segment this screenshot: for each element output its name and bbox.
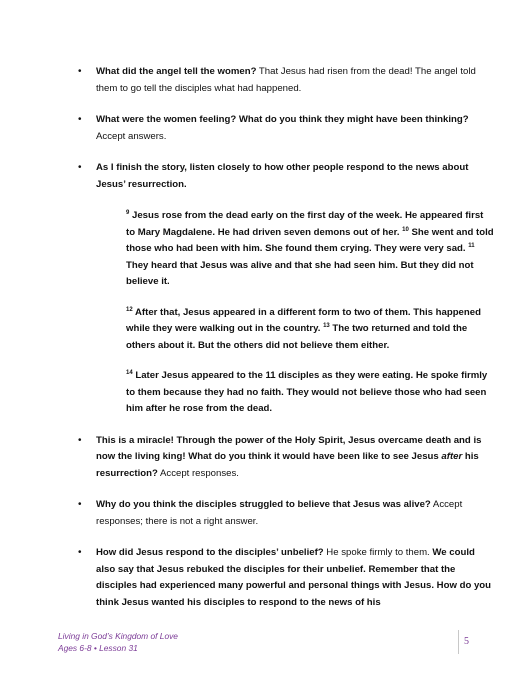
verse-text: Later Jesus appeared to the 11 disciples as they were eating. He spoke firmly to them because they had no faith. They would not believe those who had seen him after he rose from the dead. bbox=[126, 370, 488, 414]
answer-text: He spoke firmly to them. bbox=[323, 547, 433, 558]
verse-text: Jesus rose from the dead early on the first day of the week. He appeared first to Mary Magdalene. He had driven seven demons out of her. bbox=[126, 210, 484, 238]
question-text: As I finish the story, listen closely to how other people respond to the news about Jesus’ resurrection. bbox=[96, 162, 469, 190]
answer-text: That Jesus had risen from the dead! The angel told them to go tell the disciples what had happened. bbox=[96, 66, 476, 94]
verse-number: 11 bbox=[468, 242, 475, 249]
question-text: What did the angel tell the women? bbox=[96, 66, 257, 77]
verse-number: 13 bbox=[323, 322, 330, 329]
scripture-passage bbox=[126, 208, 494, 418]
question-text: What were the women feeling? What do you think they might have been thinking? bbox=[96, 114, 469, 125]
page-number: 5 bbox=[464, 636, 469, 647]
verse-paragraph bbox=[126, 368, 494, 418]
answer-text: Accept responses. bbox=[157, 467, 239, 479]
bullet-item bbox=[78, 545, 494, 611]
question-emphasis: after bbox=[441, 451, 463, 462]
verse-paragraph bbox=[126, 305, 494, 355]
bullet-item bbox=[78, 497, 494, 530]
bullet-item bbox=[78, 433, 494, 483]
page-content bbox=[78, 64, 494, 626]
answer-text: Accept responses; there is not a right answer. bbox=[96, 499, 463, 527]
bullet-item bbox=[78, 64, 494, 97]
curriculum-title: Living in God’s Kingdom of Love bbox=[58, 631, 178, 641]
bullet-icon: • bbox=[78, 499, 82, 510]
question-list-bottom bbox=[78, 433, 494, 612]
footer bbox=[58, 630, 178, 654]
bullet-item bbox=[78, 112, 494, 145]
bullet-item bbox=[78, 160, 494, 193]
bullet-icon: • bbox=[78, 547, 82, 558]
verse-number: 9 bbox=[126, 209, 130, 216]
lesson-info: Ages 6-8 • Lesson 31 bbox=[58, 643, 138, 653]
verse-text: They heard that Jesus was alive and that she had seen him. But they did not believe it. bbox=[126, 259, 474, 287]
bullet-icon: • bbox=[78, 114, 82, 125]
question-text: This is a miracle! Through the power of the Holy Spirit, Jesus overcame death and is now the living king! What do you think it would have been like to see Jesus bbox=[96, 434, 482, 462]
verse-number: 14 bbox=[126, 369, 133, 376]
verse-text: After that, Jesus appeared in a different form to two of them. This happened while they were walking out in the country. bbox=[126, 306, 481, 334]
bullet-icon: • bbox=[78, 162, 82, 173]
bullet-icon: • bbox=[78, 66, 82, 77]
page-divider bbox=[458, 630, 459, 654]
answer-text: Accept answers. bbox=[96, 130, 167, 142]
question-text: How did Jesus respond to the disciples’ unbelief? bbox=[96, 547, 324, 558]
verse-paragraph bbox=[126, 208, 494, 291]
question-text: Why do you think the disciples struggled to believe that Jesus was alive? bbox=[96, 499, 431, 510]
verse-text: The two returned and told the others about it. But the others did not believe them either. bbox=[126, 323, 468, 351]
verse-number: 12 bbox=[126, 306, 133, 313]
verse-text: She went and told those who had been with him. She found them crying. They were very sad. bbox=[126, 226, 494, 254]
question-text: We could also say that Jesus rebuked the disciples for their unbelief. Remember that the disciples had experienced many powerful and personal things with Jesus. How do you think Jesus wanted his disciples to respond to the news of his bbox=[96, 547, 492, 608]
question-text: his resurrection? bbox=[96, 451, 479, 479]
verse-number: 10 bbox=[402, 226, 409, 233]
bullet-icon: • bbox=[78, 434, 82, 446]
question-list-top bbox=[78, 64, 494, 193]
